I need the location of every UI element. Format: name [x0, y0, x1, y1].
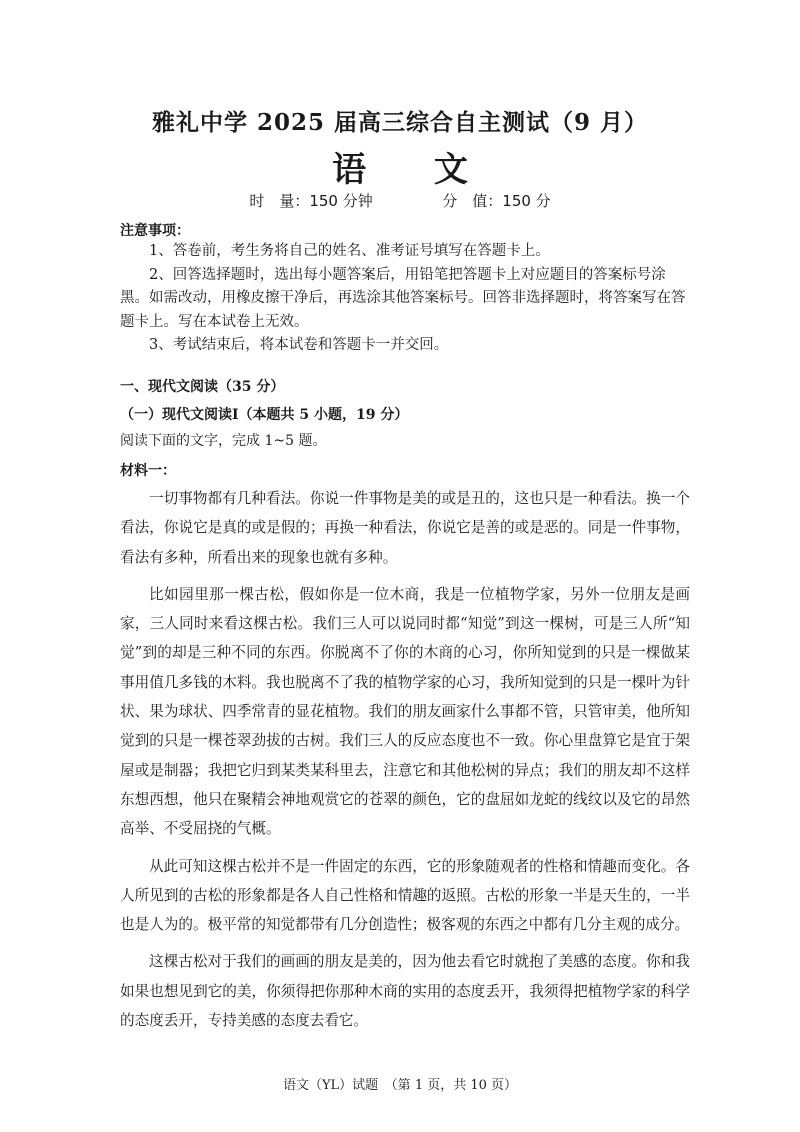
note-item: 3、考试结束后，将本试卷和答题卡一并交回。: [149, 337, 449, 353]
reading-instruction: 阅读下面的文字，完成 1~5 题。: [120, 433, 327, 449]
passage-paragraph: 这棵古松对于我们的画画的朋友是美的，因为他去看它时就抱了美感的态度。你和我如果也想见到它的美，你须得把你那种木商的实用的态度丢开，我须得把植物学家的科学的态度丢开，专持美感的态度去看它。: [120, 953, 690, 1030]
reading-passage: [120, 484, 690, 1043]
notes-heading: 注意事项：: [120, 223, 190, 239]
page-footer: 语文（YL）试题 （第 1 页，共 10 页）: [282, 1078, 518, 1093]
notes-list: [120, 240, 690, 358]
full-score: 分 值：150 分: [442, 192, 551, 210]
subsection-title: （一）现代文阅读Ⅰ（本题共 5 小题，19 分）: [120, 407, 409, 423]
subject-title: 语 文: [332, 150, 496, 190]
passage-paragraph: 比如园里那一棵古松，假如你是一位木商，我是一位植物学家，另外一位朋友是画家，三人同时来看这棵古松。我们三人可以说同时都“知觉”到这一棵树，可是三人所“知觉”到的却是三种不同的东西。你脱离不了你的木商的心习，你所知觉到的只是一棵做某事用值几多钱的木料。我也脱离不了我的植物学家的心习，我所知觉到的只是一棵叶为针状、果为球状、四季常青的显花植物。我们的朋友画家什么事都不管，只管审美，他所知觉到的只是一棵苍翠劲拔的古树。我们三人的反应态度也不一致。你心里盘算它是宜于架屋或是制器；我把它归到某类某科里去，注意它和其他松树的异点；我们的朋友却不这样东想西想，他只在聚精会神地观赏它的苍翠的颜色，它的盘屈如龙蛇的线纹以及它的昂然高举、不受屈挠的气概。: [120, 585, 690, 838]
part-title: 一、现代文阅读（35 分）: [120, 379, 285, 395]
passage-paragraph: 一切事物都有几种看法。你说一件事物是美的或是丑的，这也只是一种看法。换一个看法，你说它是真的或是假的；再换一种看法，你说它是善的或是恶的。同是一件事物，看法有多种，所看出来的现象也就有多种。: [120, 490, 690, 566]
exam-title: 雅礼中学 2025 届高三综合自主测试（9 月）: [151, 109, 649, 136]
exam-meta: [0, 190, 800, 211]
note-item: 1、答卷前，考生务将自己的姓名、准考证号填写在答题卡上。: [149, 243, 550, 259]
note-item: 2、回答选择题时，选出每小题答案后，用铅笔把答题卡上对应题目的答案标号涂黑。如需改动，用橡皮擦干净后，再选涂其他答案标号。回答非选择题时，将答案写在答题卡上。写在本试卷上无效。: [120, 266, 686, 330]
passage-paragraph: 从此可知这棵古松并不是一件固定的东西，它的形象随观者的性格和情趣而变化。各人所见到的古松的形象都是各人自己性格和情趣的返照。古松的形象一半是天生的，一半也是人为的。极平常的知觉都带有几分创造性；极客观的东西之中都有几分主观的成分。: [120, 857, 690, 934]
material-label: 材料一：: [120, 463, 176, 479]
time-limit: 时 量：150 分钟: [249, 192, 373, 210]
